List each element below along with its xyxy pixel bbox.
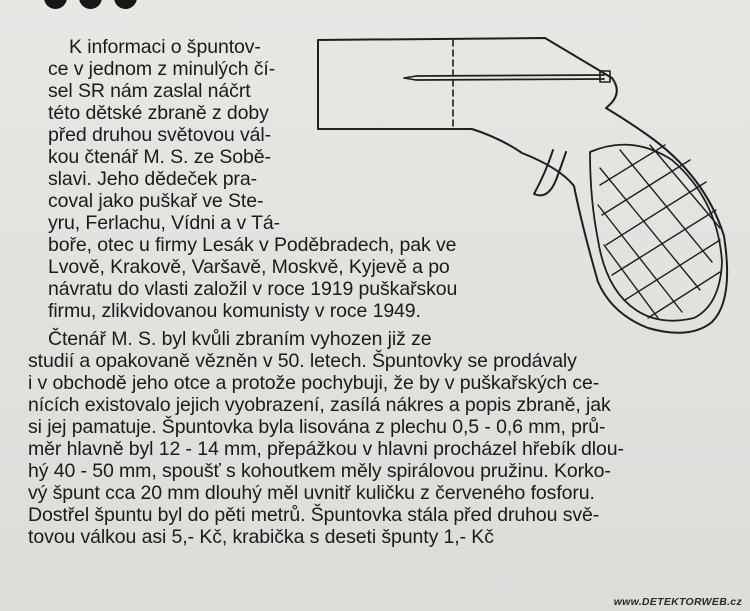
article-line: návratu do vlasti založil v roce 1919 puškařskou xyxy=(48,278,458,300)
article-line: boře, otec u firmy Lesák v Poděbradech, pak ve xyxy=(48,234,457,256)
article-line: firmu, zlikvidovanou komunisty v roce 1949. xyxy=(48,300,421,322)
article-line: měr hlavně byl 12 - 14 mm, přepážkou v hlavni procházel hřebík dlou- xyxy=(28,438,624,460)
article-line: Čtenář M. S. byl kvůli zbraním vyhozen již ze xyxy=(48,328,432,350)
article-line: coval jako puškař ve Ste- xyxy=(48,190,264,212)
nail-tip xyxy=(404,76,416,80)
article-line: před druhou světovou vál- xyxy=(48,124,271,146)
article-line: hý 40 - 50 mm, spoušť s kohoutkem měly spirálovou pružinu. Korko- xyxy=(28,460,611,482)
article-line: tovou válkou asi 5,- Kč, krabička s deseti špunty 1,- Kč xyxy=(28,526,494,548)
article-line: Dostřel špuntu byl do pěti metrů. Špuntovka stála před druhou svě- xyxy=(28,504,600,526)
article-line: Lvově, Krakově, Varšavě, Moskvě, Kyjevě a po xyxy=(48,256,450,278)
article-line: i v obchodě jeho otce a protože pochybuji, že by v puškařských ce- xyxy=(28,372,600,394)
article-line: kou čtenář M. S. ze Sobě- xyxy=(48,146,271,168)
article-line: sel SR nám zaslal náčrt xyxy=(48,80,251,102)
article-line: této dětské zbraně z doby xyxy=(48,102,269,124)
grip-hatching xyxy=(598,145,720,318)
article-line: si jej pamatuje. Špuntovka byla lisována z plechu 0,5 - 0,6 mm, prů- xyxy=(28,416,606,438)
article-line: vý špunt cca 20 mm dlouhý měl uvnitř kuličku z červeného fosforu. xyxy=(28,482,595,504)
article-line: K informaci o špuntov- xyxy=(69,36,261,58)
article-line: slavi. Jeho dědeček pra- xyxy=(48,168,257,190)
site-watermark: www.DETEKTORWEB.cz xyxy=(613,596,742,608)
article-line: yru, Ferlachu, Vídni a v Tá- xyxy=(48,212,281,234)
article-line: ce v jednom z minulých čí- xyxy=(48,58,276,80)
article-line: nících existovalo jejich vyobrazení, zasílá nákres a popis zbraně, jak xyxy=(28,394,611,416)
article-line: studií a opakovaně vězněn v 50. letech. Špuntovky se prodávaly xyxy=(28,350,577,372)
nail-line xyxy=(416,75,604,76)
grip-outline xyxy=(590,145,722,321)
